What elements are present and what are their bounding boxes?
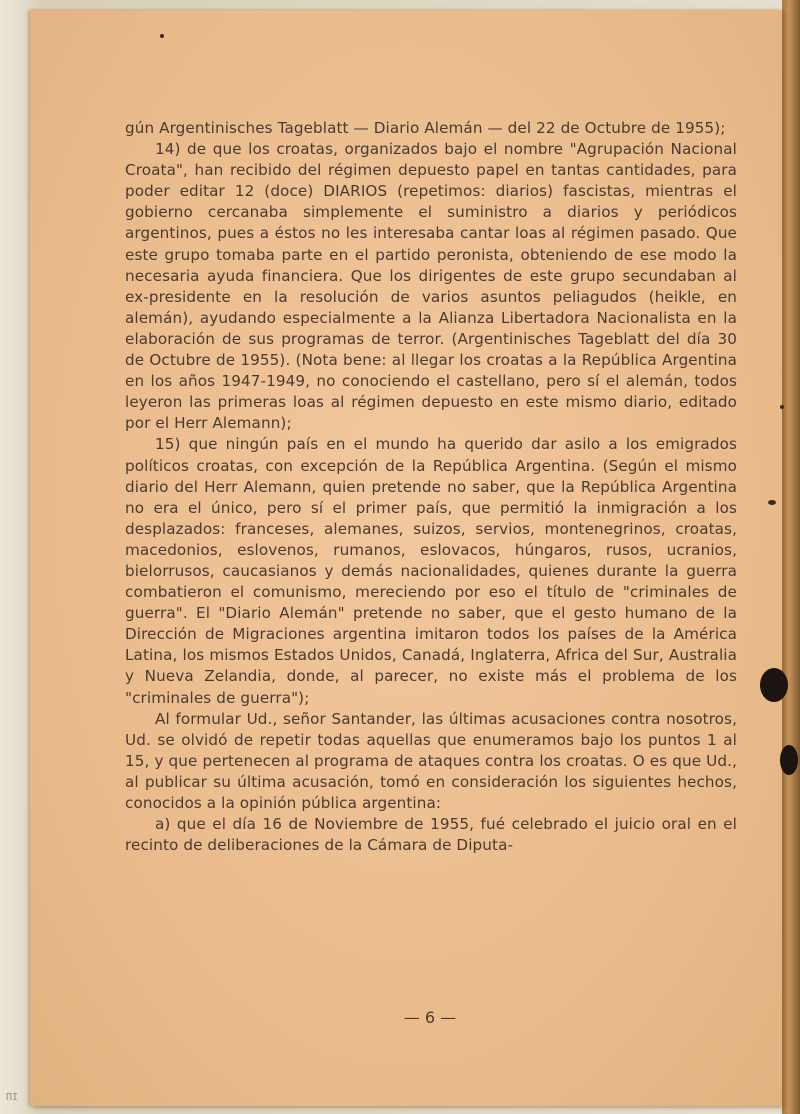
paragraph-point-15: 15) que ningún país en el mundo ha querido dar asilo a los emigrados políticos croatas, con excepción de la República Argentina. (Según el mismo diario del Herr Alemann, quien pretende no saber, que la República Argentina no era el único, pero sí el primer país, que permitió la inmigración a los desplazados: franceses, alemanes, suizos, servios, montenegrinos, croatas, macedonios, eslovenos, rumanos, eslovacos, húngaros, rusos, ucranios, bielorrusos, caucasianos y demás nacionalidades, quienes durante la guerra combatieron el comunismo, mereciendo por eso el título de "criminales de guerra". El "Diario Alemán" pretende no saber, que el gesto humano de la Dirección de Migraciones argentina imitaron todos los países de la América Latina, los mismos Estados Unidos, Canadá, Inglaterra, Africa del Sur, Australia y Nueva Zelandia, donde, al parecer, no existe más el problema de los "criminales de guerra");: [125, 435, 737, 707]
paragraph-continuation: gún Argentinisches Tageblatt — Diario Alemán — del 22 de Octubre de 1955);: [125, 119, 726, 137]
paragraph-point-14: 14) de que los croatas, organizados bajo el nombre "Agrupación Nacional Croata", han recibido del régimen depuesto papel en tantas cantidades, para poder editar 12 (doce) DIARIOS (repetimos: diarios) fascistas, mientras el gobierno cercanaba simplemente el suministro a diarios y periódicos argentinos, pues a éstos no les interesaba cantar loas al régimen pasado. Que este grupo tomaba parte en el partido peronista, obteniendo de ese modo la necesaria ayuda financiera. Que los dirigentes de este grupo secundaban al ex-presidente en la resolución de varios asuntos peliagudos (heikle, en alemán), ayudando especialmente a la Alianza Libertadora Nacionalista en la elaboración de sus programas de terror. (Argentinisches Tageblatt del día 30 de Octubre de 1955). (Nota bene: al llegar los croatas a la República Argentina en los años 1947-1949, no conociendo el castellano, pero sí el alemán, todos leyeron las primeras loas al régimen depuesto en este mismo diario, editado por el Herr Alemann);: [125, 140, 737, 433]
margin-mark: ПІ: [6, 1092, 19, 1103]
speck: [160, 34, 164, 38]
page-number: — 6 —: [403, 1008, 457, 1027]
paragraph-santander: Al formular Ud., señor Santander, las últimas acusaciones contra nosotros, Ud. se olvidó de repetir todas aquellas que enumeramos bajo los puntos 1 al 15, y que pertenecen al programa de ataques contra los croatas. O es que Ud., al publicar su última acusación, tomó en consideración los siguientes hechos, conocidos a la opinión pública argentina:: [125, 709, 737, 812]
speck: [768, 500, 776, 505]
paragraph-point-a: a) que el día 16 de Noviembre de 1955, fué celebrado el juicio oral en el recinto de deliberaciones de la Cámara de Diputa-: [125, 815, 737, 855]
punch-hole-lower: [780, 745, 798, 775]
page-edge: [782, 0, 800, 1114]
speck: [780, 405, 784, 409]
document-body: [125, 118, 737, 856]
punch-hole-upper: [760, 668, 788, 702]
